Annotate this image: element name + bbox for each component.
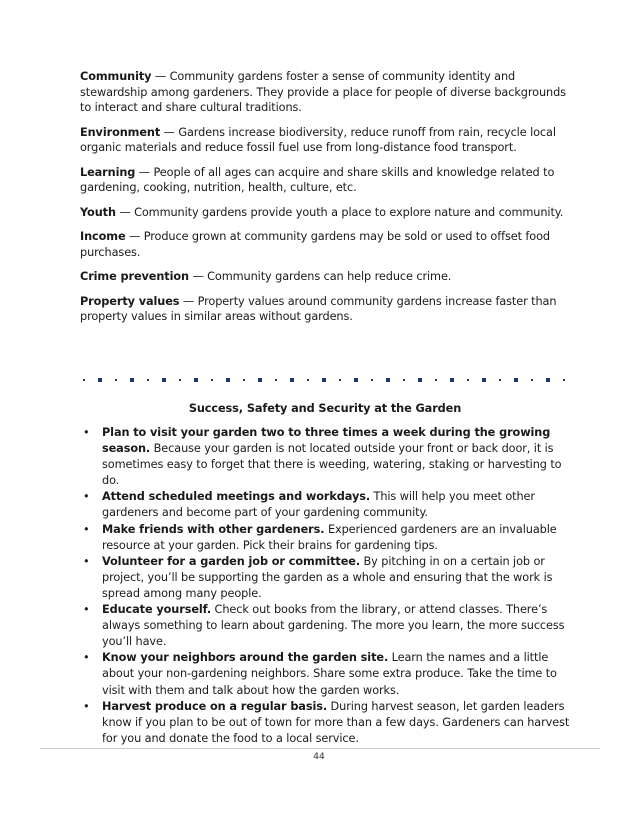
tip-text: This will help you meet other gardeners and become part of your gardening community. [102,490,535,520]
tip-lead: Harvest produce on a regular basis. [102,699,328,713]
benefit-text: — People of all ages can acquire and share skills and knowledge related to gardening, cooking, nutrition, health, culture, etc. [80,165,555,194]
footer-rule [40,748,600,749]
tip-lead: Educate yourself. [102,603,212,617]
bullet-icon: • [83,651,90,665]
divider-square [467,379,469,381]
tip-text: During harvest season, let garden leaders know if you plan to be out of town for more than a few days. Gardeners can harvest for you and donate the food to a local service. [102,699,570,745]
benefit-text: — Produce grown at community gardens may be sold or used to offset food purchases. [80,230,550,259]
tip-list-item [80,522,570,554]
divider-square [194,378,198,382]
divider-square [226,378,230,382]
divider-square [531,379,533,381]
bullet-icon: • [83,699,90,713]
divider-square [275,379,277,381]
divider-square [290,378,294,382]
benefit-youth [80,205,570,221]
divider-square [115,379,117,381]
divider-square [162,378,166,382]
divider-square [563,379,565,381]
benefit-text: — Community gardens foster a sense of community identity and stewardship among gardeners. They provide a place for people of diverse backgrounds to interact and share cultural traditions. [80,70,566,114]
divider-square [482,378,486,382]
benefit-term: Environment [80,125,161,139]
tip-lead: Know your neighbors around the garden site. [102,651,389,665]
divider-square [307,379,309,381]
divider-square [98,378,102,382]
benefit-community [80,69,570,116]
divider-square [83,379,85,381]
benefit-text: — Community gardens can help reduce crime. [188,270,452,283]
bullet-icon: • [83,603,90,617]
bullet-icon: • [83,522,90,536]
benefit-term: Income [80,230,126,243]
benefit-term: Crime prevention [80,270,189,283]
benefit-term: Youth [80,205,116,219]
divider-square [499,379,501,381]
tip-list-item [80,650,570,698]
divider-square [435,379,437,381]
tip-text: Experienced gardeners are an invaluable resource at your garden. Pick their brains for gardening tips. [102,522,557,552]
benefit-text: — Gardens increase biodiversity, reduce runoff from rain, recycle local organic materials and reduce fossil fuel use from long-distance food transport. [80,125,556,154]
benefit-text: — Community gardens provide youth a place to explore nature and community. [115,205,564,219]
benefit-term: Community [80,70,152,83]
divider-square [450,378,454,382]
tip-list-item [80,554,570,602]
tip-text: By pitching in on a certain job or project, you’ll be supporting the garden as a whole and ensuring that the work is spread among many people. [102,554,553,600]
benefit-environment [80,125,570,156]
bullet-icon: • [83,490,90,504]
benefit-learning [80,165,570,196]
tip-list-item [80,699,570,747]
benefit-income [80,229,570,260]
divider-square [243,379,245,381]
tip-lead: Volunteer for a garden job or committee. [102,554,361,568]
divider-square [322,378,326,382]
tip-text: Because your garden is not located outside your front or back door, it is sometimes easy to forget that there is weeding, watering, staking or harvesting to do. [102,442,562,488]
divider-square [211,379,213,381]
benefit-text: — Property values around community gardens increase faster than property values in similar areas without gardens. [80,294,557,323]
divider-square [258,378,262,382]
benefits-list [80,69,570,334]
benefit-crime-prevention [80,269,570,285]
tip-lead: Make friends with other gardeners. [102,522,325,536]
divider-square [147,379,149,381]
tip-list-item [80,602,570,650]
tip-text: Check out books from the library, or attend classes. There’s always something to learn about gardening. The more you learn, the more success you’ll have. [102,603,565,649]
divider-square [339,379,341,381]
divider-square [354,378,358,382]
divider-square [130,378,134,382]
bullet-icon: • [83,554,90,568]
benefit-property-values [80,294,570,325]
divider-square [179,379,181,381]
divider-square [514,378,518,382]
tip-list-item [80,425,570,489]
divider-square [386,378,390,382]
benefit-term: Property values [80,294,180,308]
tip-lead: Plan to visit your garden two to three times a week during the growing season. [102,426,551,456]
tips-list [80,425,570,747]
benefit-term: Learning [80,165,136,179]
bullet-icon: • [83,426,90,439]
divider-square [371,379,373,381]
tip-lead: Attend scheduled meetings and workdays. [102,490,371,504]
section-title: Success, Safety and Security at the Garden [188,402,462,415]
divider-square [418,378,422,382]
tip-text: Learn the names and a little about your non-gardening neighbors. Share some extra produce. Take the time to visit with them and talk about how the garden works. [102,651,557,697]
divider-square [403,379,405,381]
decorative-square-divider [84,375,564,385]
divider-square [546,378,550,382]
page-number: 44 [313,752,325,762]
tip-list-item [80,489,570,521]
